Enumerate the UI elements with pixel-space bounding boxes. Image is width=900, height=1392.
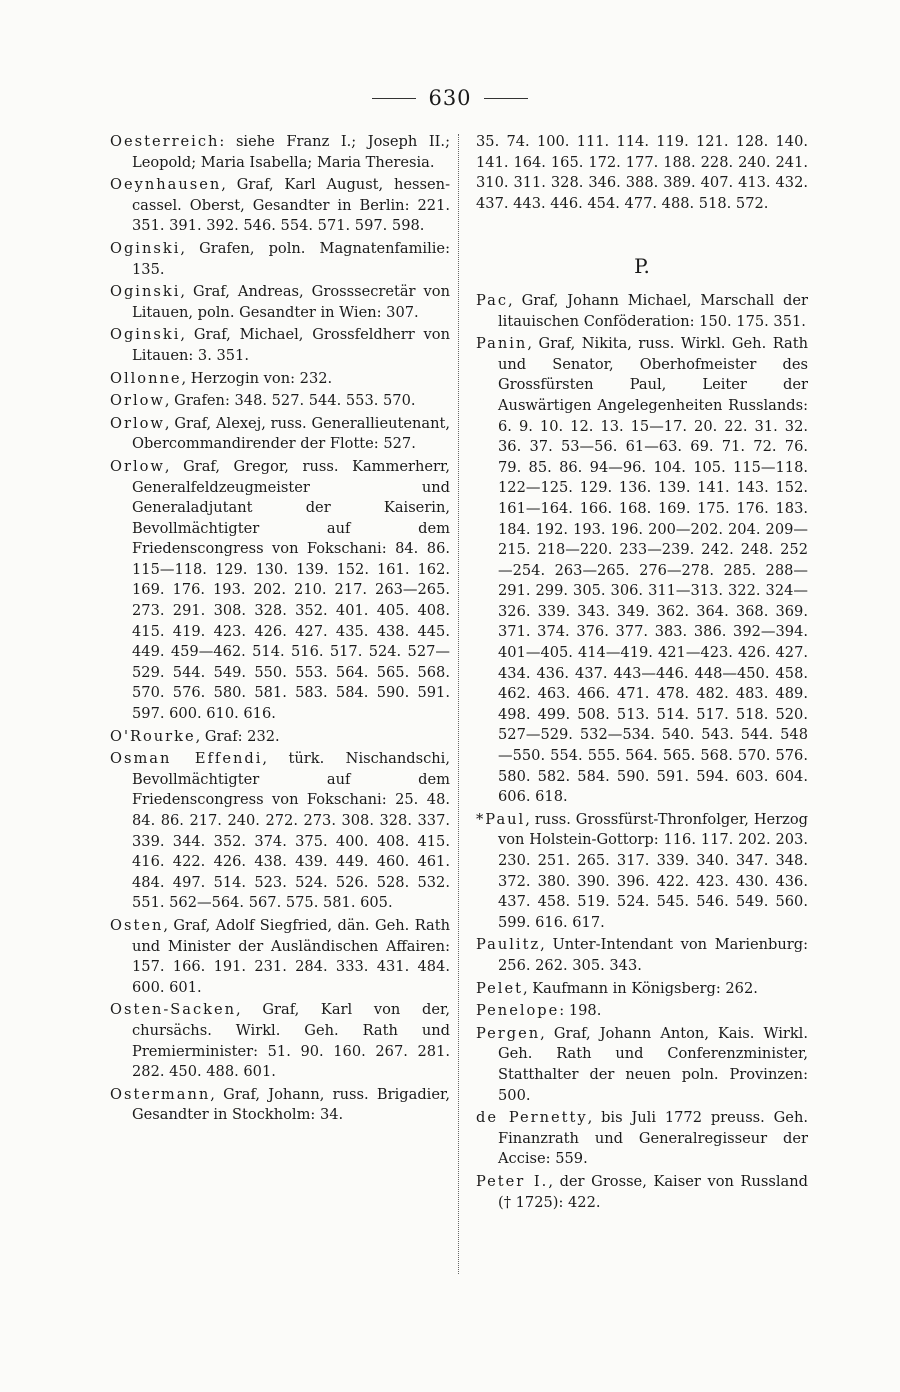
entry-text: , Graf, Johann, russ. Brigadier, Gesandter in Stockholm: 34. bbox=[132, 1085, 450, 1124]
entry-text: , türk. Nischandschi, Bevollmächtigter auf dem Friedenscongress von Fokschani: 25. 48. 84. 86. 217. 240. 272. 273. 308. 328. 337. 339. 344. 352. 374. 375. 400. 408. 415. 416. 422. 426. 438. 439. 449. 460. 461. 484. 497. 514. 523. 524. 526. 528. 532. 551. 562—564. 567. 575. 581. 605. bbox=[132, 750, 450, 912]
entry-continuation: 35. 74. 100. 111. 114. 119. 121. 128. 140. 141. 164. 165. 172. 177. 188. 228. 240. 241. 310. 311. 328. 346. 388. 389. 407. 413. 432. 437. 443. 446. 454. 477. 488. 518. 572. bbox=[476, 133, 808, 212]
index-entry bbox=[110, 414, 450, 455]
entry-text: , Graf, Adolf Siegfried, dän. Geh. Rath und Minister der Ausländischen Affairen: 157. 166. 191. 231. 284. 333. 431. 484. 600. 601. bbox=[132, 916, 450, 996]
entry-name: de Pernetty bbox=[476, 1109, 588, 1127]
entry-text: , Grafen, poln. Magnatenfamilie: 135. bbox=[132, 239, 450, 278]
index-entry bbox=[476, 1001, 808, 1022]
index-entry bbox=[476, 1172, 808, 1213]
header-rule-left bbox=[372, 98, 416, 99]
index-entry bbox=[110, 1000, 450, 1082]
entry-name: Orlow bbox=[110, 457, 165, 475]
entry-text: , Graf, Johann Michael, Marschall der litauischen Conföderation: 150. 175. 351. bbox=[498, 291, 808, 330]
entry-text: : 198. bbox=[559, 1002, 602, 1020]
index-entry bbox=[476, 1024, 808, 1106]
entry-text: , Graf, Andreas, Grosssecretär von Litauen, poln. Gesandter in Wien: 307. bbox=[132, 283, 450, 321]
entry-text: , Graf, Johann Anton, Kais. Wirkl. Geh. Rath und Conferenzminister, Statthalter der neuen poln. Provinzen: 500. bbox=[498, 1024, 808, 1104]
entry-name: Panin bbox=[476, 335, 528, 353]
entry-name: Ollonne bbox=[110, 369, 182, 387]
index-entry bbox=[110, 916, 450, 998]
entry-name: Oginski bbox=[110, 239, 181, 257]
index-entry bbox=[476, 1108, 808, 1170]
entry-name: Penelope bbox=[476, 1002, 560, 1020]
page-number: 630 bbox=[428, 86, 472, 110]
entry-text: , der Grosse, Kaiser von Russland († 1725): 422. bbox=[498, 1172, 808, 1211]
entry-name: Orlow bbox=[110, 414, 165, 432]
entry-text: , Graf, Nikita, russ. Wirkl. Geh. Rath und Senator, Oberhofmeister des Grossfürsten Paul, Leiter der Auswärtigen Angelegenheiten Russlands: 6. 9. 10. 12. 13. 15—17. 20. 22. 31. 32. 36. 37. 53—56. 61—63. 69. 71. 72. 76. 79. 85. 86. 94—96. 104. 105. 115—118. 122—125. 129. 136. 139. 141. 143. 152. 161—164. 166. 168. 169. 175. 176. 183. 184. 192. 193. 196. 200—202. 204. 209—215. 218—220. 233—239. 242. 248. 252—254. 263—265. 276—278. 285. 288—291. 299. 305. 306. 311—313. 322. 324—326. 339. 343. 349. 362. 364. 368. 369. 371. 374. 376. 377. 383. 386. 392—394. 401—405. 414—419. 421—423. 426. 427. 434. 436. 437. 443—446. 448—450. 458. 462. 463. 466. 471. 478. 482. 483. 489. 498. 499. 508. 513. 514. 517. 518. 520. 527—529. 532—534. 540. 543. 544. 548—550. 554. 555. 564. 565. 568. 570. 576. 580. 582. 584. 590. 591. 594. 603. 604. 606. 618. bbox=[498, 335, 808, 806]
entry-name: Oginski bbox=[110, 326, 181, 344]
entry-text: , Graf, Gregor, russ. Kammerherr, Generalfeldzeugmeister und Generaladjutant der Kaiserin, Bevollmächtigter auf dem Friedenscongress von Fokschani: 84. 86. 115—118. 129. 130. 139. 152. 161. 162. 169. 176. 193. 202. 210. 217. 263—265. 273. 291. 308. 328. 352. 401. 405. 408. 415. 419. 423. 426. 427. 435. 438. 445. 449. 459—462. 514. 516. 517. 524. 527—529. 544. 549. 550. 553. 564. 565. 568. 570. 576. 580. 581. 583. 584. 590. 591. 597. 600. 610. 616. bbox=[132, 457, 450, 723]
entry-text: , bis Juli 1772 preuss. Geh. Finanzrath und Generalregisseur der Accise: 559. bbox=[498, 1109, 808, 1168]
entry-text: : siehe Franz I.; Joseph II.; Leopold; Maria Isabella; Maria Theresia. bbox=[132, 133, 450, 171]
index-entry bbox=[110, 325, 450, 366]
left-column bbox=[110, 132, 450, 1128]
index-entry bbox=[110, 1085, 450, 1126]
entry-name: Pergen bbox=[476, 1024, 541, 1042]
entry-text: , Graf, Michael, Grossfeldherr von Litauen: 3. 351. bbox=[132, 326, 450, 364]
entry-name: Ostermann bbox=[110, 1085, 211, 1103]
entry-name: O'Rourke bbox=[110, 727, 196, 745]
header-rule-right bbox=[484, 98, 528, 99]
entry-text: , Unter-Intendant von Marienburg: 256. 262. 305. 343. bbox=[498, 936, 808, 974]
index-entry bbox=[110, 369, 450, 390]
entry-name: Orlow bbox=[110, 392, 165, 410]
entry-name: Pac bbox=[476, 291, 509, 309]
index-entry bbox=[110, 749, 450, 914]
index-entry bbox=[110, 132, 450, 173]
index-entry bbox=[110, 282, 450, 323]
index-entry bbox=[476, 979, 808, 1000]
entry-text: , russ. Grossfürst-Thronfolger, Herzog von Holstein-Gottorp: 116. 117. 202. 203. 230. 251. 265. 317. 339. 340. 347. 348. 372. 380. 390. 396. 422. 423. 430. 436. 437. 458. 519. 524. 545. 546. 549. 560. 599. 616. 617. bbox=[498, 810, 808, 931]
entry-name: Osten-Sacken bbox=[110, 1001, 237, 1019]
index-entry bbox=[476, 810, 808, 934]
index-entry bbox=[476, 334, 808, 808]
index-entry bbox=[476, 935, 808, 976]
entry-name: Osman Effendi bbox=[110, 750, 263, 768]
entry-text: , Graf: 232. bbox=[195, 727, 280, 745]
entry-text: , Herzogin von: 232. bbox=[181, 369, 333, 387]
entry-name: Osten bbox=[110, 916, 164, 934]
section-letter: P. bbox=[634, 254, 650, 279]
entry-name: Oeynhausen bbox=[110, 176, 222, 194]
entry-text: , Kaufmann in Königsberg: 262. bbox=[522, 979, 758, 997]
entry-text: , Graf, Karl August, hessen-cassel. Oberst, Gesandter in Berlin: 221. 351. 391. 392. 546. 554. 571. 597. 598. bbox=[132, 176, 450, 235]
entry-name: Oesterreich bbox=[110, 133, 220, 150]
column-divider bbox=[458, 134, 459, 1274]
entry-text: , Graf, Karl von der, chursächs. Wirkl. Geh. Rath und Premierminister: 51. 90. 160. 267. 281. 282. 450. 488. 601. bbox=[132, 1001, 450, 1081]
entry-name: Oginski bbox=[110, 283, 181, 301]
entry-name: Pelet bbox=[476, 979, 523, 997]
index-entry bbox=[110, 175, 450, 237]
index-entry bbox=[110, 727, 450, 748]
entry-text: , Grafen: 348. 527. 544. 553. 570. bbox=[164, 392, 416, 410]
page-header bbox=[0, 86, 900, 110]
entry-name: *Paul bbox=[476, 810, 526, 828]
entry-name: Paulitz bbox=[476, 936, 541, 954]
entry-name: Peter I. bbox=[476, 1172, 549, 1190]
index-entry bbox=[110, 391, 450, 412]
index-entry bbox=[110, 457, 450, 725]
entry-text: , Graf, Alexej, russ. Generallieutenant, Obercommandirender der Flotte: 527. bbox=[132, 414, 450, 453]
right-column bbox=[476, 132, 808, 1215]
index-entry bbox=[476, 291, 808, 332]
index-entry bbox=[110, 239, 450, 280]
